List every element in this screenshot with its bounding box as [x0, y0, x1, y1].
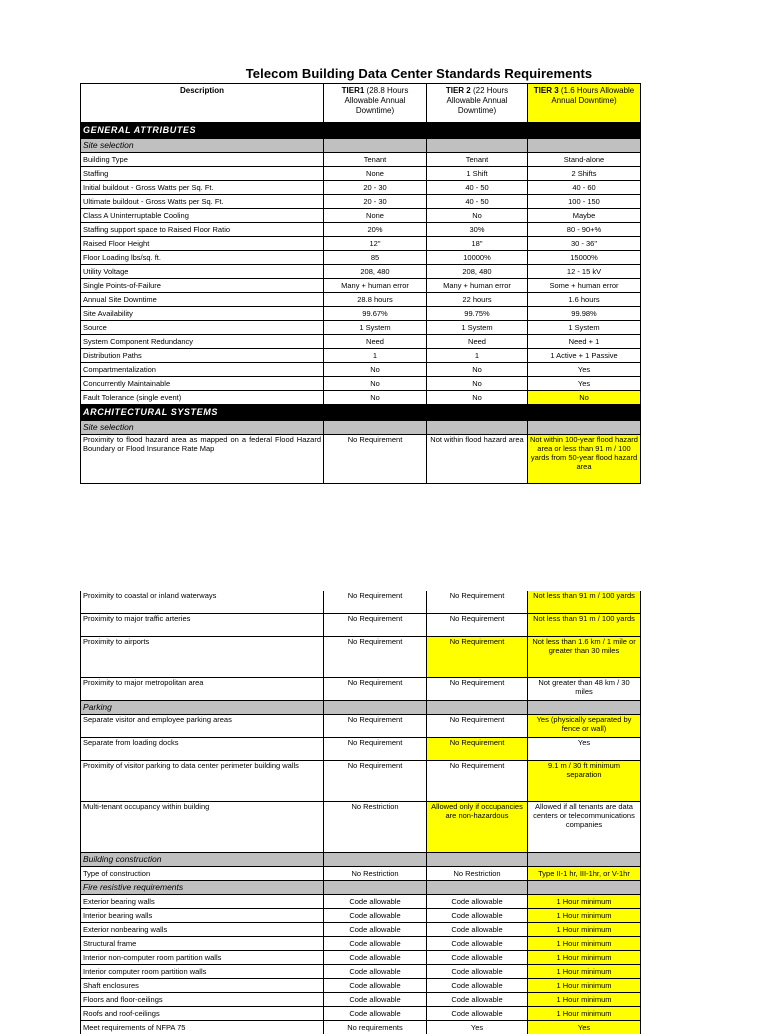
tier3-value: 1 Active + 1 Passive [528, 349, 641, 363]
tier3-value: 9.1 m / 30 ft minimum separation [528, 761, 641, 802]
tier2-value: No [427, 363, 528, 377]
table-row [81, 391, 641, 405]
tier3-value: 1 Hour minimum [528, 923, 641, 937]
table-row [81, 237, 641, 251]
subsection-parking: Parking [81, 701, 641, 715]
tier2-value: No Requirement [427, 591, 528, 614]
page-title: Telecom Building Data Center Standards Requirements [0, 66, 768, 81]
tier1-value: None [324, 209, 427, 223]
table-row [81, 614, 641, 637]
table-row [81, 363, 641, 377]
tier2-value: Code allowable [427, 923, 528, 937]
tier3-value: 1.6 hours [528, 293, 641, 307]
tier1-value: Need [324, 335, 427, 349]
row-description: Proximity to airports [81, 637, 324, 678]
table-row [81, 738, 641, 761]
tier3-value: 1 Hour minimum [528, 909, 641, 923]
tier3-value: Type II-1 hr, III-1hr, or V-1hr [528, 867, 641, 881]
table-row [81, 167, 641, 181]
row-description: Exterior bearing walls [81, 895, 324, 909]
tier2-value: No [427, 377, 528, 391]
header-row [81, 84, 641, 123]
tier3-value: 12 - 15 kV [528, 265, 641, 279]
table-row [81, 1007, 641, 1021]
table-row [81, 265, 641, 279]
row-description: Ultimate buildout - Gross Watts per Sq. Ft. [81, 195, 324, 209]
row-description: Utility Voltage [81, 265, 324, 279]
row-description: Raised Floor Height [81, 237, 324, 251]
tier1-value: 208, 480 [324, 265, 427, 279]
standards-table-part2 [80, 591, 641, 1034]
tier2-value: 22 hours [427, 293, 528, 307]
tier1-value: 1 System [324, 321, 427, 335]
row-description: Multi-tenant occupancy within building [81, 802, 324, 853]
row-description: Site Availability [81, 307, 324, 321]
tier1-value: Code allowable [324, 923, 427, 937]
table-row-flood-hazard: Proximity to flood hazard area as mapped on a federal Flood Hazard Boundary or Flood Insurance Rate Map No Requirement Not within flood hazard area Not within 100-year flood hazard area or less than 91 m / 100 yards from 50-year flood hazard area [81, 435, 641, 484]
tier3-value: 2 Shifts [528, 167, 641, 181]
tier1-value: No [324, 363, 427, 377]
table-row [81, 937, 641, 951]
tier1-value: No Requirement [324, 614, 427, 637]
table-row [81, 867, 641, 881]
table-row [81, 279, 641, 293]
header-tier1: TIER1 (28.8 Hours Allowable Annual Downtime) [324, 84, 427, 123]
row-description: Exterior nonbearing walls [81, 923, 324, 937]
tier1-value: Tenant [324, 153, 427, 167]
tier2-value: 10000% [427, 251, 528, 265]
tier1-value: No Requirement [324, 637, 427, 678]
tier1-value: 1 [324, 349, 427, 363]
general-attributes-rows [81, 153, 641, 405]
table-row [81, 909, 641, 923]
tier2-value: Code allowable [427, 909, 528, 923]
tier2-value: 208, 480 [427, 265, 528, 279]
tier1-value: Code allowable [324, 1007, 427, 1021]
row-description: Compartmentalization [81, 363, 324, 377]
table-row [81, 195, 641, 209]
tier3-value: Not greater than 48 km / 30 miles [528, 678, 641, 701]
header-tier2: TIER 2 (22 Hours Allowable Annual Downtime) [427, 84, 528, 123]
tier1-value: No Restriction [324, 867, 427, 881]
tier2-value: No Restriction [427, 867, 528, 881]
row-description: Interior computer room partition walls [81, 965, 324, 979]
table-row [81, 251, 641, 265]
row-description: Floor Loading lbs/sq. ft. [81, 251, 324, 265]
row-description: Proximity to major traffic arteries [81, 614, 324, 637]
tier2-value: Many + human error [427, 279, 528, 293]
tier3-value: 1 Hour minimum [528, 951, 641, 965]
tier1-value: No Requirement [324, 591, 427, 614]
tier2-value: 1 System [427, 321, 528, 335]
row-description: Staffing [81, 167, 324, 181]
tier2-value: No Requirement [427, 761, 528, 802]
row-description: Initial buildout - Gross Watts per Sq. Ft. [81, 181, 324, 195]
table-row [81, 335, 641, 349]
table-row [81, 223, 641, 237]
tier2-value: No Requirement [427, 614, 528, 637]
subsection-site-selection: Site selection [81, 139, 641, 153]
row-description: Separate from loading docks [81, 738, 324, 761]
tier2-value: Yes [427, 1021, 528, 1034]
row-description: Annual Site Downtime [81, 293, 324, 307]
tier3-value: 1 Hour minimum [528, 993, 641, 1007]
tier1-value: No Requirement [324, 678, 427, 701]
row-description: Proximity of visitor parking to data center perimeter building walls [81, 761, 324, 802]
tier3-value: Not less than 1.6 km / 1 mile or greater than 30 miles [528, 637, 641, 678]
tier3-value: 1 System [528, 321, 641, 335]
tier1-value: Code allowable [324, 951, 427, 965]
tier2-value: Code allowable [427, 965, 528, 979]
tier3-value: Allowed if all tenants are data centers or telecommunications companies [528, 802, 641, 853]
tier3-value: 40 - 60 [528, 181, 641, 195]
tier2-value: Code allowable [427, 895, 528, 909]
table-row [81, 349, 641, 363]
tier1-value: 12" [324, 237, 427, 251]
row-description: System Component Redundancy [81, 335, 324, 349]
tier1-value: No requirements [324, 1021, 427, 1034]
tier3-value: Need + 1 [528, 335, 641, 349]
tier1-value: No [324, 391, 427, 405]
row-description: Fault Tolerance (single event) [81, 391, 324, 405]
tier1-value: No Restriction [324, 802, 427, 853]
tier1-value: No Requirement [324, 738, 427, 761]
row-description: Proximity to major metropolitan area [81, 678, 324, 701]
tier3-value: 80 - 90+% [528, 223, 641, 237]
tier2-value: Code allowable [427, 993, 528, 1007]
tier3-value: Stand-alone [528, 153, 641, 167]
tier3-value: Yes [528, 738, 641, 761]
subsection-site-selection-2: Site selection [81, 421, 641, 435]
tier1-value: Many + human error [324, 279, 427, 293]
table-row [81, 1021, 641, 1034]
tier3-value: Some + human error [528, 279, 641, 293]
tier2-value: No [427, 391, 528, 405]
tier1-value: 20% [324, 223, 427, 237]
tier1-value: No [324, 377, 427, 391]
header-tier3: TIER 3 (1.6 Hours Allowable Annual Downtime) [528, 84, 641, 123]
tier3-value: 30 - 36" [528, 237, 641, 251]
header-description: Description [81, 84, 324, 123]
row-description: Structural frame [81, 937, 324, 951]
row-description: Roofs and roof-ceilings [81, 1007, 324, 1021]
tier1-value: Code allowable [324, 937, 427, 951]
tier1-value: Code allowable [324, 993, 427, 1007]
tier2-value: 18" [427, 237, 528, 251]
row-description: Concurrently Maintainable [81, 377, 324, 391]
tier3-value: 100 - 150 [528, 195, 641, 209]
tier2-value: 30% [427, 223, 528, 237]
table-row [81, 979, 641, 993]
tier3-value: Not less than 91 m / 100 yards [528, 591, 641, 614]
section-header-general-attributes: GENERAL ATTRIBUTES [81, 123, 641, 139]
table-row [81, 965, 641, 979]
tier1-value: 99.67% [324, 307, 427, 321]
tier1-value: 85 [324, 251, 427, 265]
tier3-value: Yes [528, 363, 641, 377]
tier3-value: 1 Hour minimum [528, 1007, 641, 1021]
table-row [81, 321, 641, 335]
tier2-value: No Requirement [427, 678, 528, 701]
row-description: Class A Uninterruptable Cooling [81, 209, 324, 223]
table-row [81, 993, 641, 1007]
tier3-value: 1 Hour minimum [528, 895, 641, 909]
table-row [81, 951, 641, 965]
tier1-value: Code allowable [324, 895, 427, 909]
table-row [81, 153, 641, 167]
row-description: Distribution Paths [81, 349, 324, 363]
tier1-value: No Requirement [324, 715, 427, 738]
tier3-value: No [528, 391, 641, 405]
tier1-value: None [324, 167, 427, 181]
table-row [81, 678, 641, 701]
tier2-value: No Requirement [427, 637, 528, 678]
row-description: Floors and floor-ceilings [81, 993, 324, 1007]
table-row [81, 895, 641, 909]
tier1-value: Code allowable [324, 979, 427, 993]
tier3-value: Maybe [528, 209, 641, 223]
tier1-value: Code allowable [324, 965, 427, 979]
tier1-value: 20 - 30 [324, 195, 427, 209]
tier3-value: 1 Hour minimum [528, 965, 641, 979]
row-description: Proximity to coastal or inland waterways [81, 591, 324, 614]
row-description: Source [81, 321, 324, 335]
tier1-value: No Requirement [324, 761, 427, 802]
tier2-value: Allowed only if occupancies are non-hazardous [427, 802, 528, 853]
tier2-value: Code allowable [427, 951, 528, 965]
tier2-value: 99.75% [427, 307, 528, 321]
tier2-value: 1 Shift [427, 167, 528, 181]
tier2-value: 1 [427, 349, 528, 363]
tier3-value: 15000% [528, 251, 641, 265]
tier2-value: Tenant [427, 153, 528, 167]
table-row [81, 761, 641, 802]
tier3-value: Not less than 91 m / 100 yards [528, 614, 641, 637]
tier2-value: Code allowable [427, 937, 528, 951]
tier2-value: Code allowable [427, 1007, 528, 1021]
subsection-fire-resistive: Fire resistive requirements [81, 881, 641, 895]
row-description: Interior non-computer room partition walls [81, 951, 324, 965]
subsection-building-construction: Building construction [81, 853, 641, 867]
table-row [81, 377, 641, 391]
tier2-value: Need [427, 335, 528, 349]
row-description: Meet requirements of NFPA 75 [81, 1021, 324, 1034]
table-row [81, 591, 641, 614]
table-row [81, 307, 641, 321]
row-description: Single Points-of-Failure [81, 279, 324, 293]
tier2-value: No Requirement [427, 715, 528, 738]
table-row [81, 637, 641, 678]
tier1-value: 20 - 30 [324, 181, 427, 195]
row-description: Staffing support space to Raised Floor Ratio [81, 223, 324, 237]
tier3-value: Yes [528, 1021, 641, 1034]
tier1-value: Code allowable [324, 909, 427, 923]
table-row [81, 923, 641, 937]
tier1-value: 28.8 hours [324, 293, 427, 307]
tier3-value: Yes (physically separated by fence or wall) [528, 715, 641, 738]
tier2-value: No Requirement [427, 738, 528, 761]
tier3-value: 1 Hour minimum [528, 979, 641, 993]
tier2-value: 40 - 50 [427, 195, 528, 209]
table-row [81, 715, 641, 738]
table-row [81, 209, 641, 223]
tier2-value: No [427, 209, 528, 223]
tier3-value: 99.98% [528, 307, 641, 321]
table-row [81, 293, 641, 307]
table-row [81, 181, 641, 195]
table-row [81, 802, 641, 853]
tier2-value: Code allowable [427, 979, 528, 993]
row-description: Separate visitor and employee parking areas [81, 715, 324, 738]
section-header-architectural-systems: ARCHITECTURAL SYSTEMS [81, 405, 641, 421]
tier3-value: Yes [528, 377, 641, 391]
row-description: Building Type [81, 153, 324, 167]
row-description: Interior bearing walls [81, 909, 324, 923]
row-description: Shaft enclosures [81, 979, 324, 993]
tier3-value: 1 Hour minimum [528, 937, 641, 951]
tier2-value: 40 - 50 [427, 181, 528, 195]
row-description: Type of construction [81, 867, 324, 881]
standards-table-part1 [80, 83, 641, 484]
